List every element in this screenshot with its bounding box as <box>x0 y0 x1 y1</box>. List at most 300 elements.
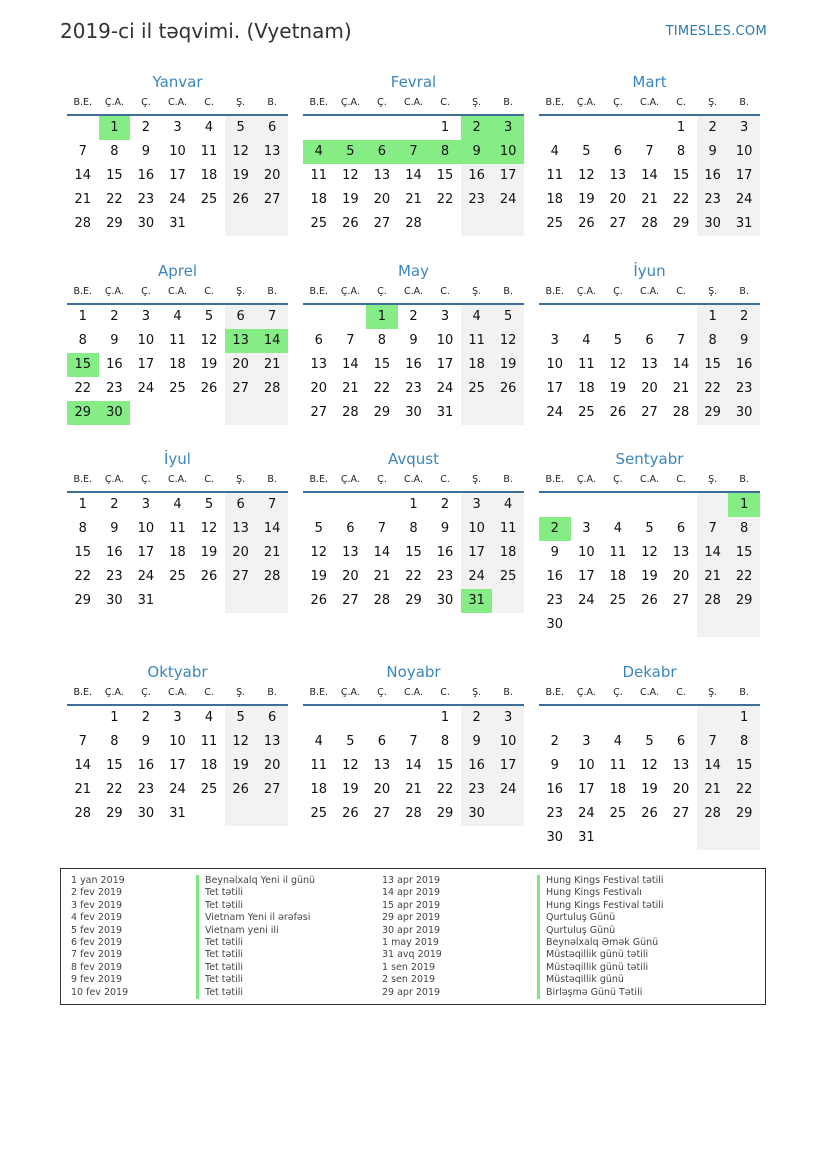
day-cell[interactable]: 10 <box>137 521 155 536</box>
day-cell[interactable]: 1 <box>697 305 729 329</box>
day-cell[interactable]: 14 <box>405 758 422 773</box>
day-cell[interactable]: 26 <box>641 806 658 821</box>
day-cell[interactable]: 5 <box>204 497 214 512</box>
day-cell[interactable]: 1 <box>78 497 87 512</box>
day-cell[interactable]: 16 <box>106 545 123 560</box>
day-cell[interactable]: 25 <box>200 192 218 207</box>
day-cell[interactable]: 27 <box>672 806 690 821</box>
day-cell[interactable]: 11 <box>310 168 328 183</box>
day-cell[interactable]: 12 <box>492 329 524 353</box>
day-cell[interactable]: 15 <box>67 353 99 377</box>
day-cell[interactable]: 6 <box>377 734 387 749</box>
day-cell[interactable]: 10 <box>169 144 186 159</box>
day-cell[interactable]: 2 <box>110 497 119 512</box>
day-cell[interactable]: 20 <box>225 353 257 377</box>
day-cell[interactable]: 6 <box>676 734 686 749</box>
day-cell[interactable]: 7 <box>645 144 654 159</box>
day-cell[interactable]: 30 <box>137 216 155 231</box>
day-cell[interactable]: 28 <box>373 593 391 608</box>
day-cell[interactable]: 24 <box>492 188 524 212</box>
day-cell[interactable]: 1 <box>440 710 450 725</box>
day-cell[interactable]: 11 <box>609 758 627 773</box>
day-cell[interactable]: 26 <box>200 381 218 396</box>
day-cell[interactable]: 4 <box>173 497 182 512</box>
day-cell[interactable]: 20 <box>256 754 288 778</box>
day-cell[interactable]: 16 <box>436 545 454 560</box>
day-cell[interactable]: 9 <box>550 758 559 773</box>
day-cell[interactable]: 11 <box>578 357 595 372</box>
day-cell[interactable]: 9 <box>141 144 151 159</box>
day-cell[interactable]: 26 <box>200 569 218 584</box>
day-cell[interactable]: 17 <box>169 758 186 773</box>
day-cell[interactable]: 8 <box>429 140 461 164</box>
day-cell[interactable]: 31 <box>728 212 760 236</box>
day-cell[interactable]: 17 <box>461 541 493 565</box>
day-cell[interactable]: 9 <box>461 140 493 164</box>
day-cell[interactable]: 9 <box>110 333 119 348</box>
day-cell[interactable]: 28 <box>405 216 422 231</box>
day-cell[interactable]: 3 <box>582 521 591 536</box>
day-cell[interactable]: 8 <box>110 144 119 159</box>
day-cell[interactable]: 12 <box>641 545 658 560</box>
day-cell[interactable]: 19 <box>641 782 658 797</box>
day-cell[interactable]: 11 <box>200 144 218 159</box>
day-cell[interactable]: 7 <box>256 305 288 329</box>
day-cell[interactable]: 7 <box>78 734 87 749</box>
day-cell[interactable]: 2 <box>461 706 493 730</box>
day-cell[interactable]: 16 <box>461 164 493 188</box>
day-cell[interactable]: 26 <box>225 188 257 212</box>
day-cell[interactable]: 4 <box>303 140 335 164</box>
day-cell[interactable]: 11 <box>169 333 186 348</box>
day-cell[interactable]: 19 <box>609 381 627 396</box>
day-cell[interactable]: 25 <box>461 377 493 401</box>
day-cell[interactable]: 14 <box>641 168 658 183</box>
day-cell[interactable]: 27 <box>373 216 391 231</box>
day-cell[interactable]: 31 <box>578 830 595 845</box>
day-cell[interactable]: 2 <box>539 517 571 541</box>
day-cell[interactable]: 23 <box>106 381 123 396</box>
day-cell[interactable]: 24 <box>578 593 595 608</box>
day-cell[interactable]: 28 <box>342 405 359 420</box>
day-cell[interactable]: 13 <box>256 730 288 754</box>
day-cell[interactable]: 6 <box>225 493 257 517</box>
day-cell[interactable]: 7 <box>697 517 729 541</box>
day-cell[interactable]: 23 <box>137 192 155 207</box>
day-cell[interactable]: 13 <box>225 517 257 541</box>
day-cell[interactable]: 13 <box>342 545 359 560</box>
day-cell[interactable]: 13 <box>641 357 658 372</box>
day-cell[interactable]: 10 <box>436 333 454 348</box>
day-cell[interactable]: 5 <box>613 333 623 348</box>
day-cell[interactable]: 15 <box>728 541 760 565</box>
day-cell[interactable]: 2 <box>141 120 151 135</box>
day-cell[interactable]: 5 <box>314 521 323 536</box>
day-cell[interactable]: 29 <box>728 802 760 826</box>
day-cell[interactable]: 7 <box>398 140 430 164</box>
day-cell[interactable]: 13 <box>256 140 288 164</box>
day-cell[interactable]: 3 <box>173 710 182 725</box>
day-cell[interactable]: 2 <box>141 710 151 725</box>
day-cell[interactable]: 14 <box>672 357 690 372</box>
day-cell[interactable]: 17 <box>546 381 564 396</box>
day-cell[interactable]: 9 <box>728 329 760 353</box>
day-cell[interactable]: 2 <box>550 734 559 749</box>
day-cell[interactable]: 12 <box>200 333 218 348</box>
day-cell[interactable]: 28 <box>74 806 92 821</box>
day-cell[interactable]: 2 <box>461 116 493 140</box>
day-cell[interactable]: 6 <box>676 521 686 536</box>
day-cell[interactable]: 10 <box>137 333 155 348</box>
day-cell[interactable]: 5 <box>204 309 214 324</box>
day-cell[interactable]: 19 <box>310 569 328 584</box>
day-cell[interactable]: 25 <box>546 216 564 231</box>
day-cell[interactable]: 19 <box>578 192 595 207</box>
day-cell[interactable]: 5 <box>335 140 367 164</box>
day-cell[interactable]: 22 <box>106 782 123 797</box>
day-cell[interactable]: 8 <box>728 517 760 541</box>
day-cell[interactable]: 9 <box>461 730 493 754</box>
day-cell[interactable]: 17 <box>492 164 524 188</box>
day-cell[interactable]: 13 <box>310 357 328 372</box>
day-cell[interactable]: 16 <box>546 569 564 584</box>
day-cell[interactable]: 20 <box>373 782 391 797</box>
day-cell[interactable]: 21 <box>672 381 690 396</box>
day-cell[interactable]: 28 <box>697 589 729 613</box>
day-cell[interactable]: 5 <box>582 144 591 159</box>
day-cell[interactable]: 6 <box>645 333 654 348</box>
day-cell[interactable]: 10 <box>546 357 564 372</box>
day-cell[interactable]: 28 <box>641 216 658 231</box>
day-cell[interactable]: 31 <box>169 216 186 231</box>
day-cell[interactable]: 15 <box>373 357 391 372</box>
day-cell[interactable]: 10 <box>492 730 524 754</box>
day-cell[interactable]: 22 <box>436 782 454 797</box>
day-cell[interactable]: 22 <box>672 192 690 207</box>
day-cell[interactable]: 26 <box>342 806 359 821</box>
day-cell[interactable]: 14 <box>405 168 422 183</box>
day-cell[interactable]: 13 <box>225 329 257 353</box>
day-cell[interactable]: 5 <box>492 305 524 329</box>
day-cell[interactable]: 18 <box>310 192 328 207</box>
day-cell[interactable]: 7 <box>346 333 355 348</box>
day-cell[interactable]: 4 <box>173 309 182 324</box>
day-cell[interactable]: 15 <box>74 545 92 560</box>
day-cell[interactable]: 1 <box>676 120 686 135</box>
day-cell[interactable]: 26 <box>578 216 595 231</box>
day-cell[interactable]: 10 <box>169 734 186 749</box>
day-cell[interactable]: 17 <box>492 754 524 778</box>
day-cell[interactable]: 20 <box>342 569 359 584</box>
day-cell[interactable]: 10 <box>492 140 524 164</box>
day-cell[interactable]: 18 <box>169 357 186 372</box>
day-cell[interactable]: 11 <box>546 168 564 183</box>
day-cell[interactable]: 10 <box>578 758 595 773</box>
day-cell[interactable]: 29 <box>106 216 123 231</box>
day-cell[interactable]: 5 <box>346 734 355 749</box>
day-cell[interactable]: 3 <box>440 309 450 324</box>
day-cell[interactable]: 29 <box>405 593 422 608</box>
day-cell[interactable]: 8 <box>676 144 686 159</box>
day-cell[interactable]: 24 <box>492 778 524 802</box>
day-cell[interactable]: 10 <box>728 140 760 164</box>
day-cell[interactable]: 9 <box>110 521 119 536</box>
day-cell[interactable]: 5 <box>645 521 654 536</box>
day-cell[interactable]: 25 <box>200 782 218 797</box>
day-cell[interactable]: 1 <box>366 305 398 329</box>
day-cell[interactable]: 11 <box>461 329 493 353</box>
day-cell[interactable]: 19 <box>200 357 218 372</box>
day-cell[interactable]: 14 <box>342 357 359 372</box>
day-cell[interactable]: 18 <box>200 168 218 183</box>
day-cell[interactable]: 22 <box>373 381 391 396</box>
day-cell[interactable]: 29 <box>436 806 454 821</box>
day-cell[interactable]: 17 <box>578 569 595 584</box>
day-cell[interactable]: 18 <box>609 782 627 797</box>
day-cell[interactable]: 23 <box>728 377 760 401</box>
day-cell[interactable]: 23 <box>546 593 564 608</box>
day-cell[interactable]: 16 <box>546 782 564 797</box>
day-cell[interactable]: 11 <box>310 758 328 773</box>
day-cell[interactable]: 2 <box>409 309 418 324</box>
day-cell[interactable]: 4 <box>613 521 623 536</box>
day-cell[interactable]: 31 <box>461 589 493 613</box>
day-cell[interactable]: 18 <box>578 381 595 396</box>
day-cell[interactable]: 23 <box>405 381 422 396</box>
day-cell[interactable]: 15 <box>106 168 123 183</box>
day-cell[interactable]: 14 <box>256 329 288 353</box>
day-cell[interactable]: 1 <box>728 493 760 517</box>
day-cell[interactable]: 18 <box>310 782 328 797</box>
day-cell[interactable]: 24 <box>578 806 595 821</box>
day-cell[interactable]: 31 <box>137 593 155 608</box>
day-cell[interactable]: 16 <box>697 164 729 188</box>
day-cell[interactable]: 30 <box>99 401 131 425</box>
day-cell[interactable]: 25 <box>310 216 328 231</box>
day-cell[interactable]: 17 <box>137 357 155 372</box>
day-cell[interactable]: 24 <box>461 565 493 589</box>
day-cell[interactable]: 6 <box>346 521 355 536</box>
day-cell[interactable]: 16 <box>728 353 760 377</box>
day-cell[interactable]: 3 <box>141 309 151 324</box>
day-cell[interactable]: 8 <box>110 734 119 749</box>
day-cell[interactable]: 25 <box>169 381 186 396</box>
day-cell[interactable]: 5 <box>225 116 257 140</box>
day-cell[interactable]: 26 <box>641 593 658 608</box>
day-cell[interactable]: 6 <box>225 305 257 329</box>
day-cell[interactable]: 16 <box>137 758 155 773</box>
day-cell[interactable]: 8 <box>440 734 450 749</box>
day-cell[interactable]: 13 <box>373 758 391 773</box>
day-cell[interactable]: 14 <box>697 754 729 778</box>
day-cell[interactable]: 29 <box>74 593 92 608</box>
day-cell[interactable]: 19 <box>342 782 359 797</box>
day-cell[interactable]: 9 <box>409 333 418 348</box>
day-cell[interactable]: 23 <box>461 188 493 212</box>
day-cell[interactable]: 26 <box>609 405 627 420</box>
day-cell[interactable]: 24 <box>169 782 186 797</box>
day-cell[interactable]: 22 <box>74 569 92 584</box>
day-cell[interactable]: 8 <box>377 333 387 348</box>
day-cell[interactable]: 28 <box>256 565 288 589</box>
day-cell[interactable]: 16 <box>405 357 422 372</box>
day-cell[interactable]: 8 <box>697 329 729 353</box>
day-cell[interactable]: 24 <box>137 381 155 396</box>
day-cell[interactable]: 29 <box>672 216 690 231</box>
day-cell[interactable]: 20 <box>225 541 257 565</box>
day-cell[interactable]: 20 <box>672 569 690 584</box>
day-cell[interactable]: 29 <box>697 401 729 425</box>
day-cell[interactable]: 7 <box>78 144 87 159</box>
day-cell[interactable]: 8 <box>409 521 418 536</box>
day-cell[interactable]: 8 <box>78 333 87 348</box>
day-cell[interactable]: 27 <box>310 405 328 420</box>
day-cell[interactable]: 21 <box>373 569 391 584</box>
day-cell[interactable]: 4 <box>613 734 623 749</box>
day-cell[interactable]: 3 <box>173 120 182 135</box>
day-cell[interactable]: 29 <box>106 806 123 821</box>
day-cell[interactable]: 12 <box>225 730 257 754</box>
day-cell[interactable]: 6 <box>256 116 288 140</box>
day-cell[interactable]: 23 <box>106 569 123 584</box>
day-cell[interactable]: 1 <box>110 710 119 725</box>
day-cell[interactable]: 30 <box>728 401 760 425</box>
day-cell[interactable]: 11 <box>200 734 218 749</box>
day-cell[interactable]: 14 <box>74 168 92 183</box>
day-cell[interactable]: 28 <box>405 806 422 821</box>
day-cell[interactable]: 12 <box>641 758 658 773</box>
day-cell[interactable]: 18 <box>492 541 524 565</box>
day-cell[interactable]: 15 <box>436 168 454 183</box>
day-cell[interactable]: 1 <box>728 706 760 730</box>
day-cell[interactable]: 4 <box>582 333 591 348</box>
day-cell[interactable]: 28 <box>672 405 690 420</box>
day-cell[interactable]: 15 <box>697 353 729 377</box>
day-cell[interactable]: 27 <box>373 806 391 821</box>
day-cell[interactable]: 24 <box>169 192 186 207</box>
day-cell[interactable]: 16 <box>106 357 123 372</box>
day-cell[interactable]: 19 <box>342 192 359 207</box>
day-cell[interactable]: 16 <box>461 754 493 778</box>
day-cell[interactable]: 12 <box>225 140 257 164</box>
day-cell[interactable]: 21 <box>641 192 658 207</box>
brand-link[interactable]: TIMESLES.COM <box>665 24 767 39</box>
day-cell[interactable]: 24 <box>436 381 454 396</box>
day-cell[interactable]: 23 <box>436 569 454 584</box>
day-cell[interactable]: 4 <box>492 493 524 517</box>
day-cell[interactable]: 17 <box>436 357 454 372</box>
day-cell[interactable]: 17 <box>169 168 186 183</box>
day-cell[interactable]: 4 <box>550 144 559 159</box>
day-cell[interactable]: 25 <box>169 569 186 584</box>
day-cell[interactable]: 26 <box>225 778 257 802</box>
day-cell[interactable]: 22 <box>106 192 123 207</box>
day-cell[interactable]: 2 <box>728 305 760 329</box>
day-cell[interactable]: 30 <box>546 830 564 845</box>
day-cell[interactable]: 29 <box>728 589 760 613</box>
day-cell[interactable]: 17 <box>137 545 155 560</box>
day-cell[interactable]: 28 <box>74 216 92 231</box>
day-cell[interactable]: 9 <box>141 734 151 749</box>
day-cell[interactable]: 21 <box>342 381 359 396</box>
day-cell[interactable]: 19 <box>200 545 218 560</box>
day-cell[interactable]: 3 <box>492 116 524 140</box>
day-cell[interactable]: 7 <box>256 493 288 517</box>
day-cell[interactable]: 22 <box>74 381 92 396</box>
day-cell[interactable]: 3 <box>461 493 493 517</box>
day-cell[interactable]: 6 <box>256 706 288 730</box>
day-cell[interactable]: 1 <box>78 309 87 324</box>
day-cell[interactable]: 25 <box>578 405 595 420</box>
day-cell[interactable]: 14 <box>373 545 391 560</box>
day-cell[interactable]: 3 <box>141 497 151 512</box>
day-cell[interactable]: 15 <box>672 168 690 183</box>
day-cell[interactable]: 15 <box>405 545 422 560</box>
day-cell[interactable]: 8 <box>728 730 760 754</box>
day-cell[interactable]: 6 <box>314 333 323 348</box>
day-cell[interactable]: 18 <box>546 192 564 207</box>
day-cell[interactable]: 12 <box>310 545 328 560</box>
day-cell[interactable]: 1 <box>440 120 450 135</box>
day-cell[interactable]: 27 <box>256 778 288 802</box>
day-cell[interactable]: 2 <box>697 116 729 140</box>
day-cell[interactable]: 13 <box>672 545 690 560</box>
day-cell[interactable]: 14 <box>256 517 288 541</box>
day-cell[interactable]: 30 <box>137 806 155 821</box>
day-cell[interactable]: 12 <box>609 357 627 372</box>
day-cell[interactable]: 8 <box>78 521 87 536</box>
day-cell[interactable]: 18 <box>461 353 493 377</box>
day-cell[interactable]: 22 <box>728 778 760 802</box>
day-cell[interactable]: 12 <box>200 521 218 536</box>
day-cell[interactable]: 5 <box>645 734 654 749</box>
day-cell[interactable]: 27 <box>225 565 257 589</box>
day-cell[interactable]: 4 <box>204 120 214 135</box>
day-cell[interactable]: 12 <box>342 168 359 183</box>
day-cell[interactable]: 21 <box>256 353 288 377</box>
day-cell[interactable]: 28 <box>256 377 288 401</box>
day-cell[interactable]: 5 <box>225 706 257 730</box>
day-cell[interactable]: 12 <box>342 758 359 773</box>
day-cell[interactable]: 20 <box>609 192 627 207</box>
day-cell[interactable]: 28 <box>697 802 729 826</box>
day-cell[interactable]: 25 <box>492 565 524 589</box>
day-cell[interactable]: 3 <box>582 734 591 749</box>
day-cell[interactable]: 2 <box>440 497 450 512</box>
day-cell[interactable]: 23 <box>697 188 729 212</box>
day-cell[interactable]: 4 <box>204 710 214 725</box>
day-cell[interactable]: 15 <box>106 758 123 773</box>
day-cell[interactable]: 23 <box>137 782 155 797</box>
day-cell[interactable]: 9 <box>440 521 450 536</box>
day-cell[interactable]: 13 <box>672 758 690 773</box>
day-cell[interactable]: 19 <box>641 569 658 584</box>
day-cell[interactable]: 20 <box>310 381 328 396</box>
day-cell[interactable]: 21 <box>405 782 422 797</box>
day-cell[interactable]: 27 <box>672 593 690 608</box>
day-cell[interactable]: 21 <box>256 541 288 565</box>
day-cell[interactable]: 12 <box>578 168 595 183</box>
day-cell[interactable]: 19 <box>225 754 257 778</box>
day-cell[interactable]: 23 <box>546 806 564 821</box>
day-cell[interactable]: 31 <box>436 405 454 420</box>
day-cell[interactable]: 6 <box>613 144 623 159</box>
day-cell[interactable]: 9 <box>697 140 729 164</box>
day-cell[interactable]: 22 <box>436 192 454 207</box>
day-cell[interactable]: 24 <box>728 188 760 212</box>
day-cell[interactable]: 18 <box>169 545 186 560</box>
day-cell[interactable]: 30 <box>106 593 123 608</box>
